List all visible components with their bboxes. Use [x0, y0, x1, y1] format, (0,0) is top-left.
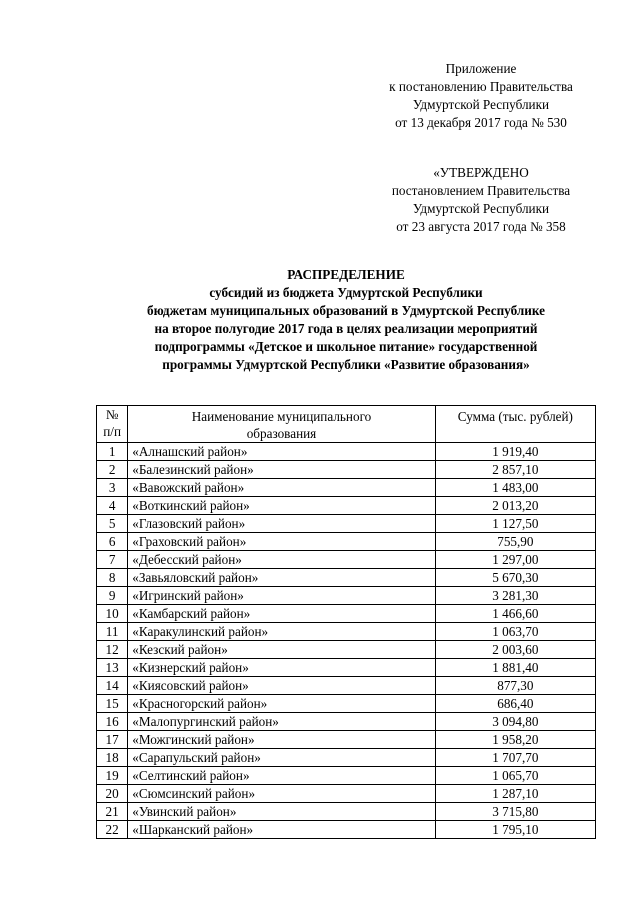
municipality-name: «Игринский район» — [128, 587, 435, 605]
table-row — [97, 515, 596, 533]
table-body — [97, 443, 596, 839]
header-number-line: п/п — [103, 424, 122, 439]
table-row — [97, 443, 596, 461]
municipality-name: «Глазовский район» — [128, 515, 435, 533]
appendix-line: Приложение — [445, 61, 517, 76]
row-number: 15 — [97, 695, 128, 713]
table-row — [97, 785, 596, 803]
table-row — [97, 803, 596, 821]
row-number: 17 — [97, 731, 128, 749]
table-header-row — [97, 406, 596, 443]
municipality-name: «Сарапульский район» — [128, 749, 435, 767]
title-line: на второе полугодие 2017 года в целях реализации мероприятий — [154, 321, 538, 336]
header-sum: Сумма (тыс. рублей) — [435, 406, 595, 443]
subsidy-sum: 2 003,60 — [435, 641, 595, 659]
municipality-name: «Кезский район» — [128, 641, 435, 659]
subsidy-sum: 2 857,10 — [435, 461, 595, 479]
subsidy-distribution-table — [96, 405, 596, 839]
municipality-name: «Алнашский район» — [128, 443, 435, 461]
subsidy-sum: 1 297,00 — [435, 551, 595, 569]
municipality-name: «Вавожский район» — [128, 479, 435, 497]
municipality-name: «Киясовский район» — [128, 677, 435, 695]
title-line: РАСПРЕДЕЛЕНИЕ — [287, 267, 405, 282]
subsidy-sum: 1 919,40 — [435, 443, 595, 461]
municipality-name: «Завьяловский район» — [128, 569, 435, 587]
table-row — [97, 677, 596, 695]
subsidy-sum: 5 670,30 — [435, 569, 595, 587]
row-number: 16 — [97, 713, 128, 731]
row-number: 11 — [97, 623, 128, 641]
subsidy-sum: 3 281,30 — [435, 587, 595, 605]
approved-line: постановлением Правительства — [391, 183, 571, 198]
row-number: 7 — [97, 551, 128, 569]
subsidy-sum: 2 013,20 — [435, 497, 595, 515]
municipality-name: «Малопургинский район» — [128, 713, 435, 731]
row-number: 3 — [97, 479, 128, 497]
table-row — [97, 569, 596, 587]
municipality-name: «Можгинский район» — [128, 731, 435, 749]
appendix-line: от 13 декабря 2017 года № 530 — [395, 115, 567, 130]
row-number: 18 — [97, 749, 128, 767]
subsidy-sum: 1 287,10 — [435, 785, 595, 803]
row-number: 19 — [97, 767, 128, 785]
subsidy-sum: 1 127,50 — [435, 515, 595, 533]
municipality-name: «Дебесский район» — [128, 551, 435, 569]
document-title — [96, 266, 596, 374]
row-number: 6 — [97, 533, 128, 551]
row-number: 10 — [97, 605, 128, 623]
appendix-line: к постановлению Правительства — [389, 79, 573, 94]
approved-line: от 23 августа 2017 года № 358 — [396, 219, 566, 234]
municipality-name: «Камбарский район» — [128, 605, 435, 623]
row-number: 9 — [97, 587, 128, 605]
municipality-name: «Красногорский район» — [128, 695, 435, 713]
subsidy-sum: 1 063,70 — [435, 623, 595, 641]
title-line: подпрограммы «Детское и школьное питание» государственной — [154, 339, 538, 354]
municipality-name: «Селтинский район» — [128, 767, 435, 785]
table-row — [97, 605, 596, 623]
table-row — [97, 533, 596, 551]
municipality-name: «Сюмсинский район» — [128, 785, 435, 803]
header-number — [97, 406, 128, 443]
table-row — [97, 479, 596, 497]
municipality-name: «Каракулинский район» — [128, 623, 435, 641]
appendix-line: Удмуртской Республики — [412, 97, 550, 112]
municipality-name: «Шарканский район» — [128, 821, 435, 839]
row-number: 5 — [97, 515, 128, 533]
table-row — [97, 749, 596, 767]
subsidy-sum: 1 483,00 — [435, 479, 595, 497]
row-number: 21 — [97, 803, 128, 821]
subsidy-sum: 1 466,60 — [435, 605, 595, 623]
municipality-name: «Воткинский район» — [128, 497, 435, 515]
header-number-line: № — [105, 407, 119, 422]
approved-line: Удмуртской Республики — [412, 201, 550, 216]
table-row — [97, 695, 596, 713]
table-row — [97, 587, 596, 605]
row-number: 8 — [97, 569, 128, 587]
subsidy-sum: 1 707,70 — [435, 749, 595, 767]
row-number: 2 — [97, 461, 128, 479]
row-number: 20 — [97, 785, 128, 803]
municipality-name: «Балезинский район» — [128, 461, 435, 479]
row-number: 12 — [97, 641, 128, 659]
header-municipality-line: образования — [246, 426, 317, 441]
municipality-name: «Граховский район» — [128, 533, 435, 551]
municipality-name: «Увинский район» — [128, 803, 435, 821]
row-number: 4 — [97, 497, 128, 515]
table-row — [97, 461, 596, 479]
appendix-note — [378, 60, 584, 132]
table-row — [97, 767, 596, 785]
table-row — [97, 497, 596, 515]
subsidy-sum: 686,40 — [435, 695, 595, 713]
subsidy-sum: 877,30 — [435, 677, 595, 695]
row-number: 22 — [97, 821, 128, 839]
title-line: субсидий из бюджета Удмуртской Республики — [209, 285, 483, 300]
row-number: 1 — [97, 443, 128, 461]
subsidy-sum: 3 094,80 — [435, 713, 595, 731]
subsidy-sum: 1 958,20 — [435, 731, 595, 749]
subsidy-sum: 3 715,80 — [435, 803, 595, 821]
table-row — [97, 659, 596, 677]
municipality-name: «Кизнерский район» — [128, 659, 435, 677]
subsidy-sum: 755,90 — [435, 533, 595, 551]
header-municipality-line: Наименование муниципального — [191, 409, 372, 424]
subsidy-sum: 1 065,70 — [435, 767, 595, 785]
table-row — [97, 821, 596, 839]
table-row — [97, 641, 596, 659]
table-row — [97, 623, 596, 641]
header-municipality — [128, 406, 435, 443]
subsidy-sum: 1 795,10 — [435, 821, 595, 839]
approval-stamp-text — [378, 164, 584, 236]
row-number: 13 — [97, 659, 128, 677]
approved-line: «УТВЕРЖДЕНО — [433, 165, 529, 180]
table-row — [97, 713, 596, 731]
row-number: 14 — [97, 677, 128, 695]
table-row — [97, 731, 596, 749]
title-line: программы Удмуртской Республики «Развитие образования» — [162, 357, 530, 372]
table-row — [97, 551, 596, 569]
subsidy-sum: 1 881,40 — [435, 659, 595, 677]
title-line: бюджетам муниципальных образований в Удмуртской Республике — [147, 303, 545, 318]
